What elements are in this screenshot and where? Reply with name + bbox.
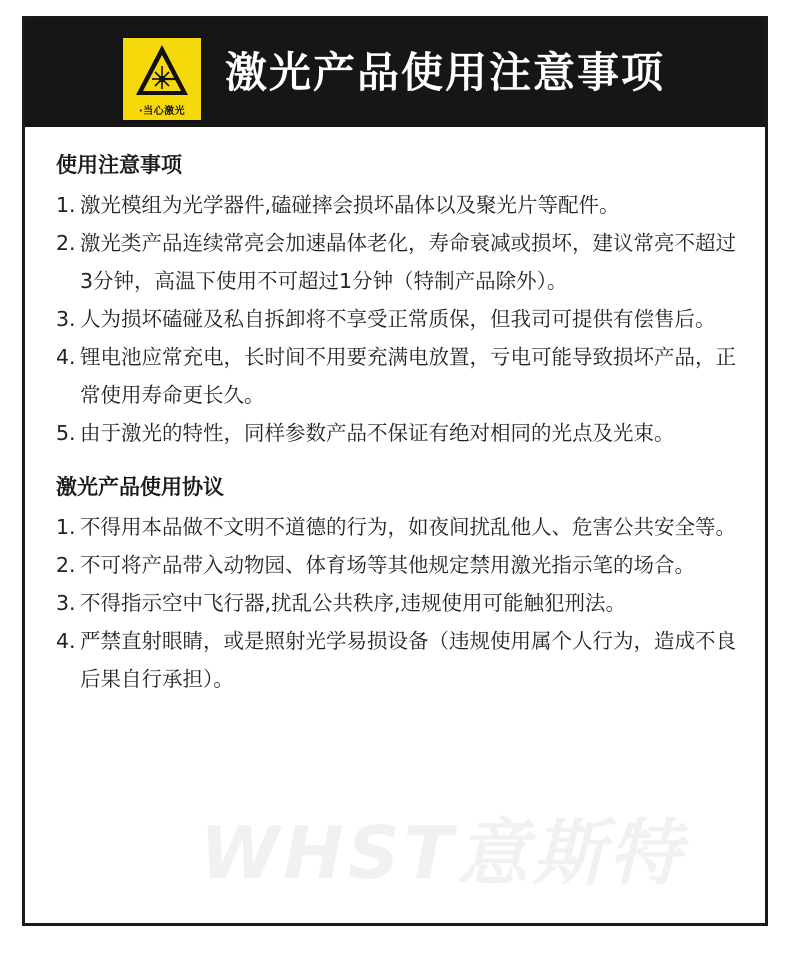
brand-watermark: WHST意斯特 — [200, 811, 685, 895]
list-item — [56, 584, 746, 622]
item-text: 人为损坏磕碰及私自拆卸将不享受正常质保，但我司可提供有偿售后。 — [80, 307, 716, 331]
list-item — [56, 622, 746, 698]
content-area — [56, 150, 746, 698]
item-number: 1. — [56, 515, 76, 539]
laser-warning-badge — [121, 36, 203, 122]
section-title: 使用注意事项 — [56, 153, 182, 177]
badge-caption: ·当心激光 — [138, 106, 186, 117]
item-number: 5. — [56, 421, 76, 445]
list-item — [56, 224, 746, 300]
page-title: 激光产品使用注意事项 — [225, 48, 666, 97]
item-number: 4. — [56, 345, 76, 369]
item-number: 4. — [56, 629, 76, 653]
list-item — [56, 546, 746, 584]
list-item — [56, 508, 746, 546]
list-item — [56, 338, 746, 414]
item-text: 不可将产品带入动物园、体育场等其他规定禁用激光指示笔的场合。 — [80, 553, 695, 577]
item-text: 锂电池应常充电，长时间不用要充满电放置，亏电可能导致损坏产品，正常使用寿命更长久。 — [80, 345, 736, 407]
list-item — [56, 300, 746, 338]
section-usage-notes — [56, 150, 746, 452]
section-usage-agreement — [56, 472, 746, 698]
item-text: 激光类产品连续常亮会加速晶体老化，寿命衰减或损坏，建议常亮不超过3分钟，高温下使用不可超过1分钟（特制产品除外）。 — [80, 231, 736, 293]
list-item — [56, 414, 746, 452]
header-bar — [25, 19, 765, 127]
item-text: 由于激光的特性，同样参数产品不保证有绝对相同的光点及光束。 — [80, 421, 675, 445]
section-title: 激光产品使用协议 — [56, 475, 224, 499]
item-text: 不得用本品做不文明不道德的行为，如夜间扰乱他人、危害公共安全等。 — [80, 515, 736, 539]
item-number: 3. — [56, 307, 76, 331]
item-number: 2. — [56, 553, 76, 577]
list-item — [56, 186, 746, 224]
laser-warning-icon — [133, 42, 191, 100]
item-text: 严禁直射眼睛，或是照射光学易损设备（违规使用属个人行为，造成不良后果自行承担）。 — [80, 629, 736, 691]
item-text: 不得指示空中飞行器,扰乱公共秩序,违规使用可能触犯刑法。 — [80, 591, 627, 615]
item-number: 2. — [56, 231, 76, 255]
item-number: 1. — [56, 193, 76, 217]
item-number: 3. — [56, 591, 76, 615]
item-text: 激光模组为光学器件,磕碰摔会损坏晶体以及聚光片等配件。 — [80, 193, 620, 217]
